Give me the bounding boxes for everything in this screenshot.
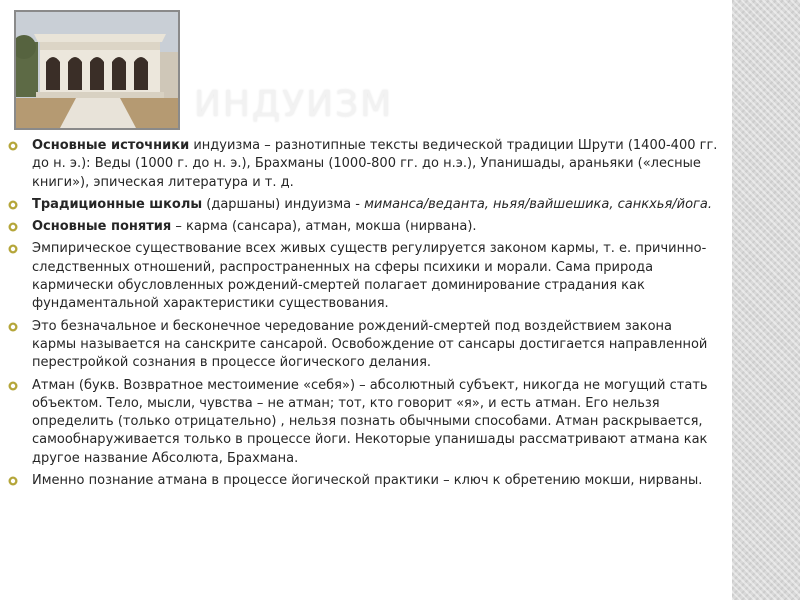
bullet-icon [8, 476, 18, 486]
bullet-icon [8, 322, 18, 332]
item-text: Именно познание атмана в процессе йогической практики – ключ к обретению мокши, нирваны. [32, 473, 703, 489]
item-text: Эмпирическое существование всех живых существ регулируется законом кармы, т. е. причинно-следственных отношений, распространенных на сферы психики и морали. Сама природа кармически обусловленных рождений-смертей полагает доминирование страдания как фундаментальной характеристики существования. [32, 241, 707, 312]
bullet-icon [8, 222, 18, 232]
list-item [8, 218, 718, 236]
decorative-stripe [732, 0, 800, 600]
list-item [8, 240, 718, 313]
item-term: Основные источники [32, 138, 190, 153]
item-text: – карма (сансара), атман, мокша (нирвана). [171, 219, 477, 235]
list-item [8, 318, 718, 373]
temple-photo [14, 10, 180, 130]
list-item [8, 137, 718, 192]
bullet-icon [8, 381, 18, 391]
page-title: ИНДУИЗМ [194, 84, 394, 125]
item-text: Атман (букв. Возвратное местоимение «себя») – абсолютный субъект, никогда не могущий стать объектом. Тело, мысли, чувства – не атман; тот, кто говорит «я», и есть атман. Его нельзя определить (только отрицательно) , нельзя познать обычными способами. Атман раскрывается, самообнаруживается только в процессе йоги. Некоторые упанишады рассматривают атмана как другое название Абсолюта, Брахмана. [32, 377, 708, 466]
item-italic: миманса/веданта, ньяя/вайшешика, санкхья/йога. [364, 196, 712, 212]
item-term: Традиционные школы [32, 196, 203, 212]
bullet-icon [8, 200, 18, 210]
item-text: индуизма – разнотипные тексты ведической традиции Шрути (1400-400 гг. до н. э.): Веды (1000 г. до н. э.), Брахманы (1000-800 гг. до н.э.), Упанишады, араньяки («лесные книги»), эпическая литература и т. д. [32, 138, 718, 190]
item-text: (даршаны) индуизма - [202, 196, 365, 212]
list-item [8, 472, 718, 490]
content-list [8, 137, 718, 494]
item-text: Это безначальное и бесконечное чередование рождений-смертей под воздействием закона кармы называется на санскрите сансарой. Освобождение от сансары достигается направленной перестройкой сознания в процессе йогического делания. [32, 318, 708, 371]
list-item [8, 196, 718, 214]
bullet-icon [8, 141, 18, 151]
item-term: Основные понятия [32, 219, 172, 235]
bullet-icon [8, 244, 18, 254]
list-item [8, 377, 718, 468]
